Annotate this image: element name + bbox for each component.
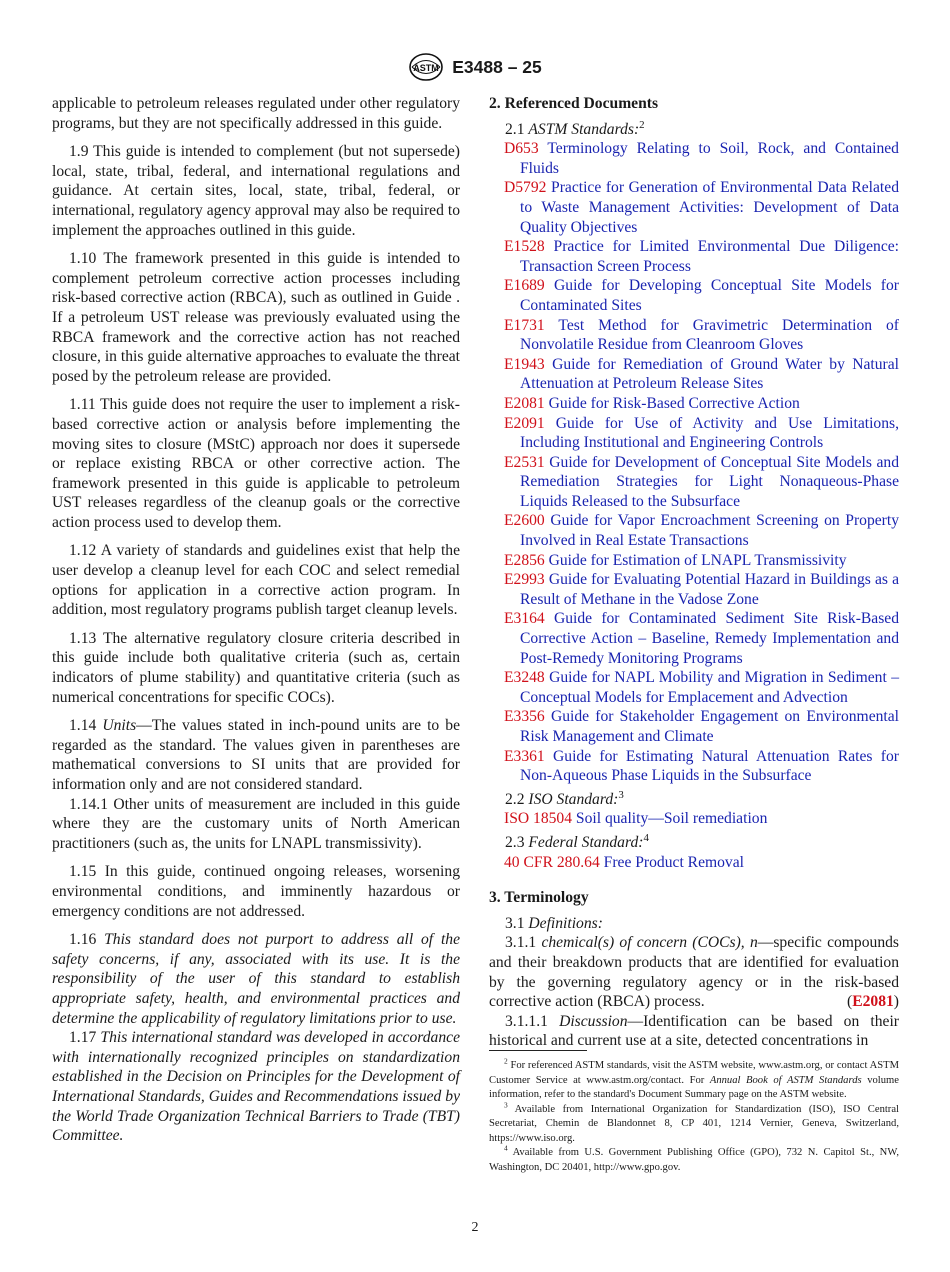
reference-item[interactable] — [489, 316, 899, 355]
reference-item[interactable] — [489, 414, 899, 453]
reference-code[interactable]: D5792 — [504, 179, 547, 197]
reference-item[interactable] — [489, 511, 899, 550]
reference-code[interactable]: E2531 — [504, 453, 545, 471]
footnotes — [489, 1056, 899, 1175]
reference-title[interactable]: Guide for Use of Activity and Use Limitations, Including Institutional and Engineering Controls — [520, 414, 899, 452]
footnote-2: $^2$ For referenced ASTM standards, visit the ASTM website, www.astm.org, or contact ASTM Customer Service at www.astm.org/contact. For Annual Book of ASTM Standards volume information, refer to the standard's Document Summary page on the ASTM website. — [489, 1056, 899, 1100]
citation-link[interactable]: E2081 — [852, 993, 894, 1011]
paragraph-1-13: 1.13 The alternative regulatory closure criteria described in this guide include both qualitative criteria (such as, certain indicators of plume stability) and quantitative criteria (such as numerical concentrations for specific COCs). — [52, 629, 460, 706]
reference-item[interactable] — [489, 609, 899, 668]
reference-code[interactable]: E3248 — [504, 669, 545, 687]
page-number: 2 — [471, 1220, 479, 1235]
reference-title[interactable]: Guide for Evaluating Potential Hazard in Buildings as a Result of Methane in the Vadose Zone — [520, 571, 899, 608]
reference-title[interactable]: Guide for Vapor Encroachment Screening on Property Involved in Real Estate Transactions — [520, 512, 899, 550]
reference-item[interactable] — [489, 453, 899, 512]
footnote-3: $^3$ Available from International Organization for Standardization (ISO), ISO Central Secretariat, Chemin de Blandonnet 8, CP 401, 1214 Vernier, Geneva, Switzerland, https://www.iso.org. — [489, 1099, 899, 1144]
page-header — [0, 52, 950, 82]
section-3-heading: 3. Terminology — [489, 889, 589, 907]
reference-title[interactable]: Guide for NAPL Mobility and Migration in Sediment – Conceptual Models for Emplacement and Advection — [520, 669, 900, 706]
reference-item[interactable] — [489, 237, 899, 276]
reference-item[interactable] — [489, 747, 899, 786]
reference-title[interactable]: Guide for Development of Conceptual Site Models and Remediation Strategies for Light Nonaqueous-Phase Liquids Released to the Subsurface — [520, 453, 899, 510]
paragraph-1-14: 1.14 Units—The values stated in inch-pound units are to be regarded as the standard. The values given in parentheses are mathematical conversions to SI units that are provided for information only and are not considered standard. — [52, 717, 460, 793]
reference-title[interactable]: Test Method for Gravimetric Determination of Nonvolatile Residue from Cleanroom Gloves — [520, 316, 899, 354]
section-2-heading: 2. Referenced Documents — [489, 95, 659, 112]
reference-item[interactable] — [489, 570, 899, 609]
reference-title[interactable]: Guide for Estimation of LNAPL Transmissivity — [548, 551, 847, 569]
reference-title[interactable]: Free Product Removal — [603, 853, 744, 871]
standard-designation: E3488 – 25 — [452, 56, 542, 77]
reference-code[interactable]: E2081 — [504, 394, 545, 412]
reference-code[interactable]: E2856 — [504, 551, 545, 569]
reference-code[interactable]: E3361 — [504, 747, 545, 765]
reference-code[interactable]: E1731 — [504, 316, 545, 334]
subsection-2-1: 2.1 ASTM Standards:$^2$ — [505, 118, 645, 138]
subsection-2-3: 2.3 Federal Standard:$^4$ — [505, 831, 649, 851]
paragraph-1-17: 1.17 This international standard was developed in accordance with internationally recognized principles on standardization established in the Decision on Principles for the Development of International Standards, Guides and Recommendations issued by the World Trade Organization Technical Barriers to Trade (TBT) Committee. — [52, 1029, 460, 1145]
reference-item[interactable] — [489, 178, 899, 237]
reference-title[interactable]: Guide for Contaminated Sediment Site Risk-Based Corrective Action – Baseline, Remedy Implementation and Post-Remedy Monitoring Programs — [520, 610, 899, 667]
paragraph-1-10: 1.10 The framework presented in this guide is intended to complement petroleum corrective action processes including risk-based corrective action (RBCA), such as outlined in Guide . If a petroleum UST release was previously evaluated using the RBCA framework and the corrective action has not reached closure, in this guide alternative approaches to evaluate the threat posed by the petroleum release are provided. — [52, 250, 460, 385]
paragraph-1-11: 1.11 This guide does not require the user to implement a risk-based corrective action or analysis before implementing the moving sites to closure (MStC) approach nor does it supersede or replace existing RBCA or other corrective action. The framework presented in this guide is applicable to petroleum UST releases regardless of the cleanup goals or the corrective action process used to develop them. — [52, 396, 460, 531]
svg-text:ASTM: ASTM — [413, 63, 439, 73]
reference-item[interactable] — [489, 139, 899, 178]
footnote-rule — [489, 1050, 587, 1051]
reference-title[interactable]: Guide for Stakeholder Engagement on Environmental Risk Management and Climate — [520, 708, 899, 745]
reference-item[interactable] — [489, 394, 899, 414]
right-column — [489, 94, 899, 1060]
reference-code[interactable]: E3164 — [504, 610, 545, 628]
reference-item[interactable] — [489, 668, 899, 707]
paragraph-1-9: 1.9 This guide is intended to complement (but not supersede) local, state, tribal, federal, and international regulations and guidance. At certain sites, local, state, tribal, federal, or international, regulatory agency approval may also be required to implement the approaches outlined in this guide. — [52, 143, 460, 239]
paragraph-1-16: 1.16 This standard does not purport to address all of the safety concerns, if any, associated with its use. It is the responsibility of the user of this standard to establish appropriate safety, health, and environmental practices and determine the applicability of regulatory limitations prior to use. — [52, 931, 461, 1027]
definition-3-1-1: 3.1.1 chemical(s) of concern (COCs), n—specific compounds and their breakdown products that are identified for evaluation by the governing regulatory agency or in the risk-based corrective action (RBCA) process. (E2081) — [489, 934, 899, 1011]
reference-title[interactable]: Guide for Estimating Natural Attenuation Rates for Non-Aqueous Phase Liquids in the Subsurface — [520, 747, 899, 785]
reference-code[interactable]: E1528 — [504, 238, 545, 256]
reference-code[interactable]: 40 CFR 280.64 — [504, 853, 600, 871]
reference-code[interactable]: E1689 — [504, 277, 545, 295]
reference-code[interactable]: E2993 — [504, 571, 545, 589]
paragraph-continuation: applicable to petroleum releases regulated under other regulatory programs, but they are not specifically addressed in this guide. — [52, 95, 460, 132]
reference-code[interactable]: E1943 — [504, 355, 545, 373]
reference-item[interactable] — [489, 551, 899, 571]
reference-title[interactable]: Terminology Relating to Soil, Rock, and Contained Fluids — [520, 140, 899, 177]
astm-logo-icon — [408, 52, 444, 82]
footnote-4: $^4$ Available from U.S. Government Publishing Office (GPO), 732 N. Capitol St., NW, Washington, DC 20401, http://www.gpo.gov. — [489, 1143, 899, 1173]
paragraph-1-14-1: 1.14.1 Other units of measurement are included in this guide where they are the customary units of North American practitioners (such as, the units for LNAPL transmissivity). — [52, 795, 460, 852]
reference-title[interactable]: Guide for Developing Conceptual Site Models for Contaminated Sites — [520, 277, 899, 314]
cfr-reference-item[interactable] — [489, 853, 899, 873]
iso-reference-item[interactable] — [489, 809, 899, 829]
paragraph-1-15: 1.15 In this guide, continued ongoing releases, worsening environmental conditions, and imminently hazardous or emergency conditions are not addressed. — [52, 863, 460, 920]
discussion-3-1-1-1: 3.1.1.1 Discussion—Identification can be based on their historical and current use at a site, detected concentrations in — [489, 1012, 899, 1050]
reference-code[interactable]: E2600 — [504, 512, 545, 530]
reference-code[interactable]: E2091 — [504, 414, 545, 432]
subsection-3-1: 3.1 Definitions: — [505, 914, 603, 932]
reference-item[interactable] — [489, 276, 899, 315]
subsection-2-2: 2.2 ISO Standard:$^3$ — [505, 788, 624, 808]
reference-title[interactable]: Soil quality—Soil remediation — [575, 810, 768, 828]
reference-code[interactable]: D653 — [504, 140, 539, 158]
reference-item[interactable] — [489, 355, 899, 394]
reference-title[interactable]: Practice for Limited Environmental Due Diligence: Transaction Screen Process — [520, 238, 899, 275]
reference-item[interactable] — [489, 707, 899, 746]
reference-title[interactable]: Practice for Generation of Environmental Data Related to Waste Management Activities: Development of Data Quality Objectives — [520, 179, 899, 236]
left-column — [52, 94, 460, 1155]
astm-reference-list — [489, 139, 899, 786]
reference-title[interactable]: Guide for Remediation of Ground Water by Natural Attenuation at Petroleum Release Sites — [520, 355, 899, 393]
reference-code[interactable]: ISO 18504 — [504, 810, 573, 828]
paragraph-1-12: 1.12 A variety of standards and guidelines exist that help the user develop a cleanup level for each COC and select remedial options for application in a corrective action program. In addition, most regulatory programs publish target cleanup levels. — [52, 542, 460, 619]
reference-title[interactable]: Guide for Risk-Based Corrective Action — [548, 394, 800, 412]
reference-code[interactable]: E3356 — [504, 708, 545, 726]
